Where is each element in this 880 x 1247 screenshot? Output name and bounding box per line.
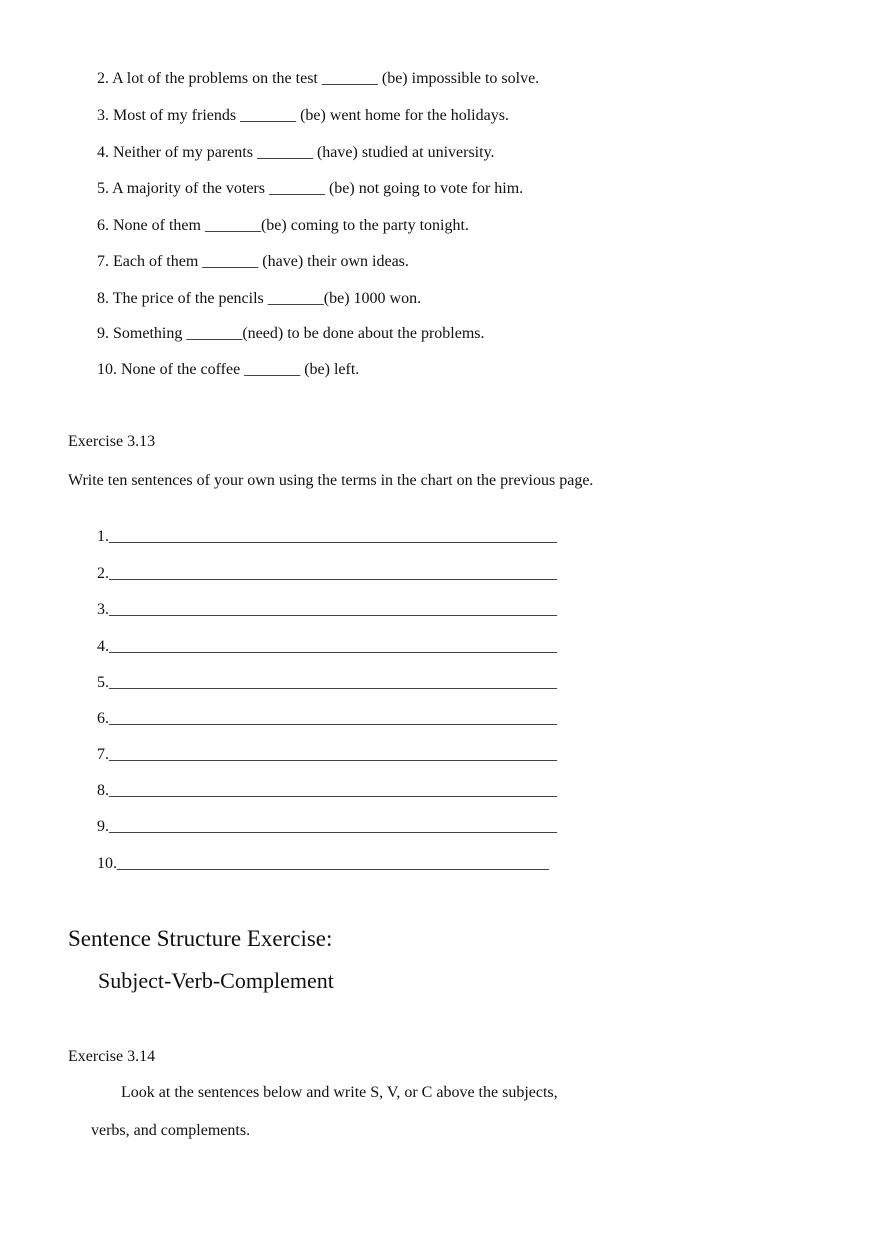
exercise-item: 8. The price of the pencils _______(be) 1000 won. [97,290,422,307]
section-subheading: Subject-Verb-Complement [98,968,334,993]
answer-blank[interactable]: 5.________________________________________________________ [97,674,557,691]
exercise-item: 2. A lot of the problems on the test _______ (be) impossible to solve. [97,70,540,87]
exercise-item: 4. Neither of my parents _______ (have) studied at university. [97,144,495,161]
section-heading: Sentence Structure Exercise: [68,926,333,951]
exercise-title: Exercise 3.14 [68,1048,156,1065]
answer-blank[interactable]: 4.________________________________________________________ [97,638,557,655]
answer-blank[interactable]: 9.________________________________________________________ [97,818,557,835]
exercise-instruction: verbs, and complements. [91,1122,251,1139]
answer-blank[interactable]: 3.________________________________________________________ [97,601,557,618]
answer-blank[interactable]: 7.________________________________________________________ [97,746,557,763]
answer-blank[interactable]: 8.________________________________________________________ [97,782,557,799]
exercise-item: 9. Something _______(need) to be done about the problems. [97,325,485,342]
exercise-instruction: Write ten sentences of your own using the terms in the chart on the previous page. [68,472,594,489]
answer-blank[interactable]: 6.________________________________________________________ [97,710,557,727]
exercise-item: 3. Most of my friends _______ (be) went home for the holidays. [97,107,509,124]
answer-blank[interactable]: 10.______________________________________________________ [97,855,549,872]
answer-blank[interactable]: 2.________________________________________________________ [97,565,557,582]
exercise-title: Exercise 3.13 [68,433,156,450]
exercise-item: 5. A majority of the voters _______ (be) not going to vote for him. [97,180,524,197]
exercise-item: 10. None of the coffee _______ (be) left. [97,361,360,378]
exercise-item: 6. None of them _______(be) coming to the party tonight. [97,217,469,234]
exercise-instruction: Look at the sentences below and write S, V, or C above the subjects, [121,1084,558,1101]
answer-blank[interactable]: 1.________________________________________________________ [97,528,557,545]
exercise-item: 7. Each of them _______ (have) their own ideas. [97,253,409,270]
